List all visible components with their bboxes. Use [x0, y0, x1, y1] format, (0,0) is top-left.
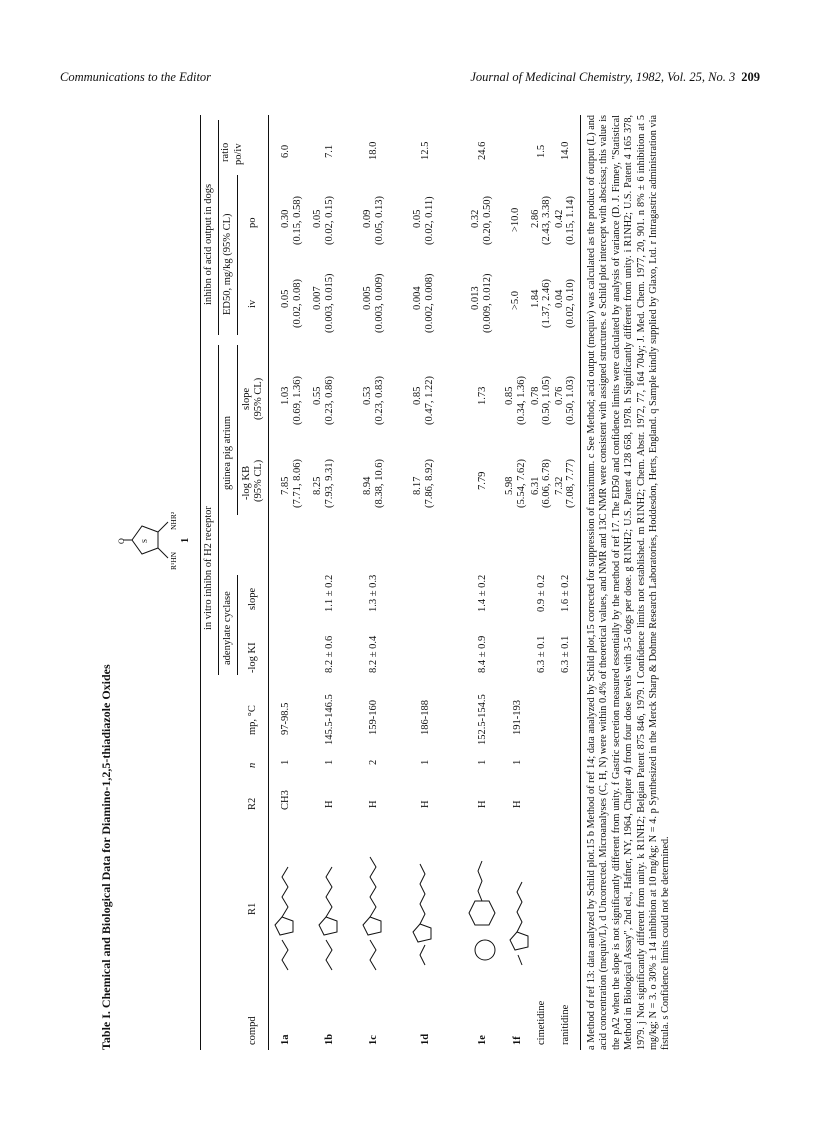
cell-po: 0.30	[280, 209, 291, 228]
svg-text:S: S	[141, 539, 149, 543]
cell-iv-ci: (0.003, 0.009)	[374, 273, 385, 333]
col-compd: compd	[247, 1016, 258, 1045]
cell-slope-gp: 1.03	[280, 386, 291, 405]
cell-r2: H	[324, 800, 335, 808]
cell-iv: 0.04	[554, 289, 565, 308]
section-title: Communications to the Editor	[60, 70, 212, 84]
cell-compd: 1e	[477, 1035, 488, 1045]
cell-compd: 1f	[512, 1036, 523, 1045]
cell-slope-gp: 0.78	[530, 386, 541, 405]
header-vitro: in vitro inhibn of H2 receptor	[203, 506, 214, 630]
cell-po-ci: (0.20, 0.50)	[482, 196, 493, 245]
header-adenylate: adenylate cyclase	[222, 591, 233, 665]
rule-dogs	[218, 120, 219, 335]
cell-po-ci: (0.02, 0.11)	[424, 196, 435, 245]
cell-iv: >5.0	[510, 290, 521, 310]
cell-slope-ac: 1.1 ± 0.2	[324, 574, 335, 612]
cell-slope-gp-ci: (0.23, 0.86)	[324, 376, 335, 425]
cell-mp: 97-98.5	[280, 702, 291, 735]
cell-slope-gp: 0.85	[412, 386, 423, 405]
journal-name: Journal of Medicinal Chemistry, 1982, Vol. 25, No. 3	[470, 70, 736, 84]
rule-bottom	[580, 115, 581, 1050]
cell-mp: 152.5-154.5	[477, 694, 488, 745]
cell-n: 1	[420, 759, 431, 765]
cell-iv: 0.007	[312, 286, 323, 310]
cell-ratio: 6.0	[280, 144, 291, 158]
svg-text:O: O	[117, 538, 126, 544]
cell-logkb: 6.31	[530, 476, 541, 495]
table-footnotes: a Method of ref 13: data analyzed by Schild plot.15 b Method of ref 14; data analyzed by Schild plot,15 corrected for suppression of maximum. c See Method; acid output (mequiv) was calculated as the product of output (L) and acid concentration (mequiv/L). d Uncorrected. Microanalyses (C, H, N) were within 0.4% of theoretical values, and NMR and 13C NMR were consistent with assigned structures. e Schild plot intercept with abscissa; this value is the pA2 when the slope is not significantly different from unity. f Gastric secretion measured essentially by the method of ref 17. The ED50 and confidence limits were calculated by analysis of variance (D. J. Finney, "Statistical Method in Biological Assay", 2nd ed., Hafner, NY, 1964, Chapter 4) from four dose levels with 3-5 dogs per dose. g R1NH2; U.S. Patent 4 128 658, 1978. h Significantly different from unity. i R1NH2; U.S. Patent 4 165 378, 1979. j Not significantly different from unity. k R1NH2; Belgian Patent 875 846, 1979. l Confidence limits not established. m R1NH2; Chem. Abstr. 1972, 77, 164 704y; J. Med. Chem. 1977, 20, 901. n 8% ± 6 inhibition at 5 mg/kg; N = 3. o 30% ± 14 inhibition at 10 mg/kg; N = 4. p Synthesized in the Merck Sharp & Dohme Research Laboratories, Hoddesdon, Herts, England. q Sample kindly supplied by Glaxo, Ltd. r Intragastric administration via fistula. s Confidence limits could not be determined.	[586, 115, 672, 1050]
cell-iv: 0.005	[362, 286, 373, 310]
cell-mp: 159-160	[368, 700, 379, 735]
cell-ratio: 24.6	[477, 141, 488, 160]
cell-ratio: 1.5	[536, 144, 547, 158]
col-slope-gp: slope	[241, 387, 252, 410]
cell-logkb-ci: (5.54, 7.62)	[516, 459, 527, 508]
cell-mp: 186-188	[420, 700, 431, 735]
cell-slope-gp-ci: (0.69, 1.36)	[292, 376, 303, 425]
cell-iv-ci: (0.02, 0.08)	[292, 279, 303, 328]
cell-po: 0.05	[312, 209, 323, 228]
cell-slope-ac: 1.4 ± 0.2	[477, 574, 488, 612]
cell-slope-gp: 0.55	[312, 386, 323, 405]
cell-n: 1	[280, 759, 291, 765]
col-ratio: ratio	[220, 142, 231, 162]
cell-n: 1	[324, 759, 335, 765]
rule-guinea	[237, 345, 238, 515]
col-mp: mp, °C	[247, 705, 258, 735]
rule-vitro	[218, 345, 219, 675]
cell-compd: 1d	[420, 1033, 431, 1045]
col-slope-ac: slope	[247, 587, 258, 610]
cell-logki: 6.3 ± 0.1	[560, 635, 571, 673]
cell-compd: ranitidine	[560, 1004, 571, 1045]
col-logki: -log KI	[247, 642, 258, 673]
cell-logkb: 5.98	[504, 476, 515, 495]
cell-iv-ci: (0.02, 0.10)	[565, 279, 576, 328]
cell-po: >10.0	[510, 207, 521, 232]
cell-logki: 8.2 ± 0.4	[368, 635, 379, 673]
rule-adenylate	[237, 575, 238, 675]
cell-ratio: 7.1	[324, 144, 335, 158]
header-guinea: guinea pig atrium	[222, 415, 233, 490]
cell-slope-ac: 1.3 ± 0.3	[368, 574, 379, 612]
cell-r2: H	[512, 800, 523, 808]
cell-slope-gp-ci: (0.50, 1.05)	[541, 376, 552, 425]
cell-slope-gp-ci: (0.50, 1.03)	[565, 376, 576, 425]
cell-slope-ac: 0.9 ± 0.2	[536, 574, 547, 612]
rotated-table-page	[100, 110, 700, 1050]
page-number: 209	[741, 70, 760, 84]
col-iv: iv	[247, 299, 258, 308]
cell-logkb: 8.94	[362, 476, 373, 495]
cell-slope-gp: 0.85	[504, 386, 515, 405]
header-ed50: ED50, mg/kg (95% CL)	[222, 213, 233, 315]
structure-label: 1	[180, 537, 191, 543]
cell-logkb: 7.79	[477, 471, 488, 490]
cell-logki: 8.2 ± 0.6	[324, 635, 335, 673]
cell-po: 2.86	[530, 209, 541, 228]
running-header	[60, 70, 760, 90]
cell-logkb-ci: (8.38, 10.6)	[374, 459, 385, 508]
cell-r2: H	[420, 800, 431, 808]
cell-n: 2	[368, 759, 379, 765]
cell-iv-ci: (0.002, 0.008)	[424, 273, 435, 333]
col-logkb: -log KB	[241, 465, 252, 500]
col-slope-gp-sub: (95% CL)	[253, 377, 264, 420]
cell-po: 0.32	[470, 209, 481, 228]
cell-slope-gp: 1.73	[477, 386, 488, 405]
col-po: po	[247, 217, 258, 228]
cell-logkb-ci: (6.06, 6.78)	[541, 459, 552, 508]
col-ratio-sub: po/iv	[233, 143, 244, 165]
cell-logkb-ci: (7.71, 8.06)	[292, 459, 303, 508]
cell-r2: H	[477, 800, 488, 808]
cell-logkb: 8.25	[312, 476, 323, 495]
cell-iv-ci: (0.003, 0.015)	[324, 273, 335, 333]
cell-logkb: 8.17	[412, 476, 423, 495]
cell-logkb: 7.32	[554, 476, 565, 495]
cell-logki: 6.3 ± 0.1	[536, 635, 547, 673]
cell-slope-ac: 1.6 ± 0.2	[560, 574, 571, 612]
svg-text:NHR²: NHR²	[169, 511, 178, 530]
cell-ratio: 18.0	[368, 141, 379, 160]
cell-ratio: 14.0	[560, 141, 571, 160]
cell-po: 0.09	[362, 209, 373, 228]
cell-po-ci: (2.43, 3.38)	[541, 196, 552, 245]
svg-text:R¹HN: R¹HN	[169, 551, 178, 570]
cell-iv: 0.013	[470, 286, 481, 310]
cell-logki: 8.4 ± 0.9	[477, 635, 488, 673]
cell-iv-ci: (0.009, 0.012)	[482, 273, 493, 333]
rule-header-bottom	[268, 115, 269, 1050]
cell-po-ci: (0.05, 0.13)	[374, 196, 385, 245]
cell-logkb-ci: (7.86, 8.92)	[424, 459, 435, 508]
cell-r2: CH3	[280, 790, 291, 810]
cell-r2: H	[368, 800, 379, 808]
cell-po: 0.05	[412, 209, 423, 228]
cell-slope-gp-ci: (0.23, 0.83)	[374, 376, 385, 425]
cell-mp: 145.5-146.5	[324, 694, 335, 745]
journal-citation	[470, 70, 760, 85]
cell-iv-ci: (1.37, 2.46)	[541, 279, 552, 328]
col-logkb-sub: (95% CL)	[253, 459, 264, 502]
cell-slope-gp-ci: (0.34, 1.36)	[516, 376, 527, 425]
col-r2: R2	[247, 797, 258, 810]
cell-po: 0.42	[554, 209, 565, 228]
cell-po-ci: (0.15, 1.14)	[565, 196, 576, 245]
cell-iv: 0.05	[280, 289, 291, 308]
col-n: n	[247, 762, 258, 768]
r1-structures	[270, 825, 550, 975]
rule-top	[200, 115, 201, 1050]
cell-compd: 1b	[324, 1033, 335, 1045]
cell-slope-gp: 0.76	[554, 386, 565, 405]
cell-logkb: 7.85	[280, 476, 291, 495]
cell-compd: cimetidine	[536, 1000, 547, 1045]
cell-logkb-ci: (7.93, 9.31)	[324, 459, 335, 508]
cell-slope-gp-ci: (0.47, 1.22)	[424, 376, 435, 425]
cell-n: 1	[477, 759, 488, 765]
cell-logkb-ci: (7.08, 7.77)	[565, 459, 576, 508]
rule-ed50	[237, 175, 238, 335]
cell-compd: 1a	[280, 1034, 291, 1045]
header-dogs: inhibn of acid output in dogs	[203, 183, 214, 305]
cell-slope-gp: 0.53	[362, 386, 373, 405]
cell-iv: 0.004	[412, 286, 423, 310]
cell-po-ci: (0.02, 0.15)	[324, 196, 335, 245]
cell-po-ci: (0.15, 0.58)	[292, 196, 303, 245]
cell-mp: 191-193	[512, 700, 523, 735]
col-r1: R1	[247, 902, 258, 915]
table-caption: Table I. Chemical and Biological Data for Diamino-1,2,5-thiadiazole Oxides	[99, 664, 113, 1050]
core-structure-drawing	[117, 510, 182, 570]
cell-iv: 1.84	[530, 289, 541, 308]
cell-n: 1	[512, 759, 523, 765]
cell-ratio: 12.5	[420, 141, 431, 160]
cell-compd: 1c	[368, 1035, 379, 1045]
